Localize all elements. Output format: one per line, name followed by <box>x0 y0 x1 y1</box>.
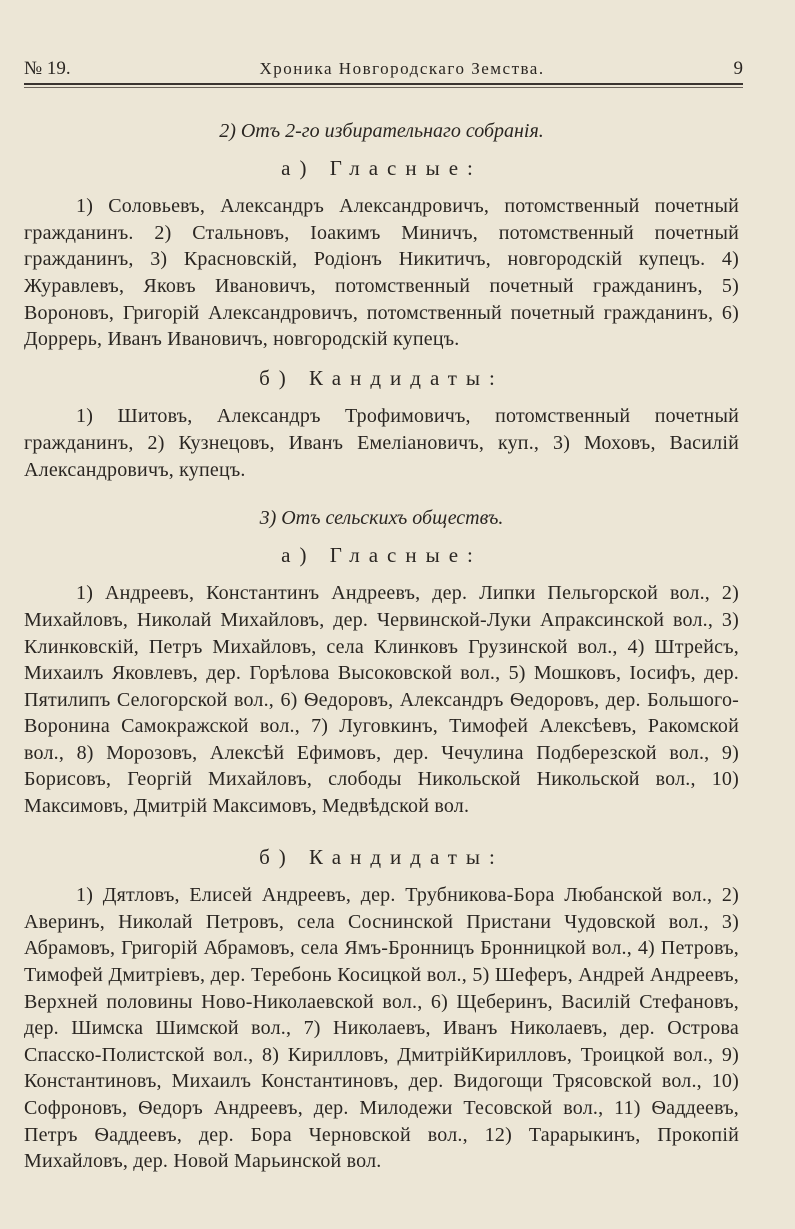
page-number: 9 <box>733 58 743 79</box>
section-3-heading: 3) Отъ сельскихъ обществъ. <box>259 507 504 530</box>
running-header <box>24 58 743 84</box>
section-2-kandidaty-label: б) Кандидаты: <box>259 365 504 390</box>
page-body <box>24 110 739 1187</box>
section-3-kandidaty-list: 1) Дятловъ, Елисей Андреевъ, дер. Трубникова-Бора Любанской вол., 2) Аверинъ, Николай Петровъ, села Соснинской Пристани Чудовской вол., 3) Абрамовъ, Григорій Абрамовъ, села Ямъ-Бронницъ Бронницкой вол., 4) Петровъ, Тимофей Дмитріевъ, дер. Теребонь Косицкой вол., 5) Шеферъ, Андрей Андреевъ, Верхней половины Ново-Николаевской вол., 6) Щеберинъ, Василій Стефановъ, дер. Шимска Шимской вол., 7) Николаевъ, Иванъ Николаевъ, дер. Острова Спасско-Полистской вол., 8) Кирилловъ, ДмитрійКирилловъ, Троицкой вол., 9) Константиновъ, Михаилъ Константиновъ, дер. Видогощи Трясовской вол., 10) Софроновъ, Ѳедоръ Андреевъ, дер. Милодежи Тесовской вол., 11) Ѳаддеевъ, Петръ Ѳаддеевъ, дер. Бора Черновской вол., 12) Тарарыкинъ, Прокопій Михайловъ, дер. Новой Марьинской вол. <box>24 884 739 1173</box>
section-3-glasnye-label: а) Гласные: <box>281 542 482 567</box>
section-2-glasnye-label: а) Гласные: <box>281 155 482 180</box>
section-3-glasnye-list: 1) Андреевъ, Константинъ Андреевъ, дер. Липки Пельгорской вол., 2) Михайловъ, Николай Михайловъ, дер. Червинской-Луки Апраксинской вол., 3) Клинковскій, Петръ Михайловъ, села Клинковъ Грузинской вол., 4) Штрейсъ, Михаилъ Яковлевъ, дер. Горѣлова Высоковской вол., 5) Мошковъ, Іосифъ, дер. Пятилипъ Селогорской вол., 6) Ѳедоровъ, Александръ Ѳедоровъ, дер. Большого-Воронина Самокражской вол., 7) Луговкинъ, Тимофей Алексѣевъ, Ракомской вол., 8) Морозовъ, Алексѣй Ефимовъ, дер. Чечулина Подберезской вол., 9) Борисовъ, Георгій Михайловъ, слободы Никольской Никольской вол., 10) Максимовъ, Дмитрій Максимовъ, Медвѣдской вол. <box>24 582 739 818</box>
issue-number: № 19. <box>24 58 71 79</box>
section-2-heading: 2) Отъ 2-го избирательнаго собранія. <box>219 120 544 142</box>
section-2-glasnye-list: 1) Соловьевъ, Александръ Александровичъ, потомственный почетный гражданинъ. 2) Стальновъ, Іоакимъ Миничъ, потомственный почетный гражданинъ, 3) Красновскій, Родіонъ Никитичъ, новгородскій купецъ. 4) Журавлевъ, Яковъ Ивановичъ, потомственный почетный гражданинъ, 5) Вороновъ, Григорій Александровичъ, потомственный почетный гражданинъ, 6) Доррерь, Иванъ Ивановичъ, новгородскій купецъ. <box>24 195 739 351</box>
header-rule <box>24 83 743 85</box>
section-3-kandidaty-label: б) Кандидаты: <box>259 844 504 869</box>
section-2-kandidaty-list: 1) Шитовъ, Александръ Трофимовичъ, потомственный почетный гражданинъ, 2) Кузнецовъ, Иванъ Емеліановичъ, куп., 3) Моховъ, Василій Александровичъ, купецъ. <box>24 405 739 481</box>
header-rule-thin <box>24 87 743 88</box>
header-title: Хроника Новгородскаго Земства. <box>259 59 545 78</box>
